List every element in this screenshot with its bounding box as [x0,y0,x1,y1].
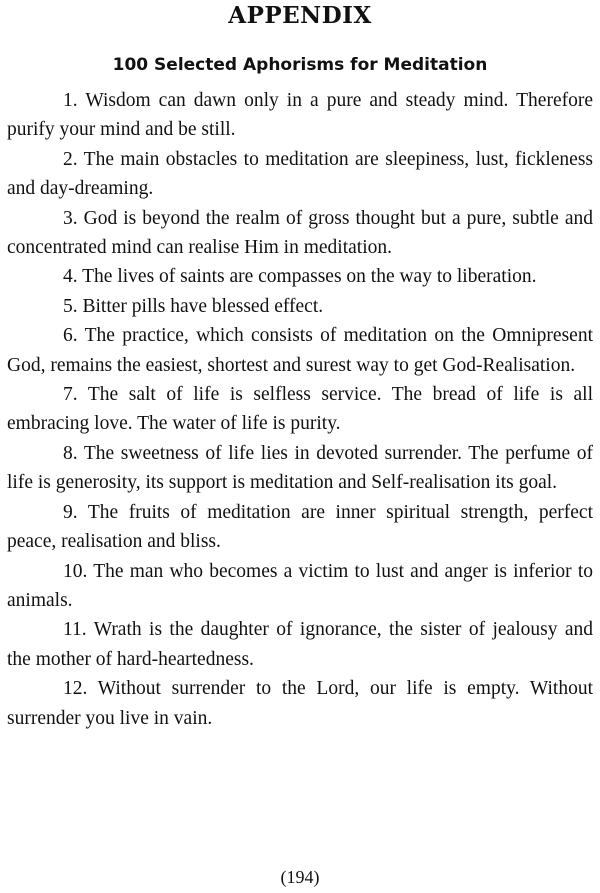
section-subtitle: 100 Selected Aphorisms for Meditation [112,55,488,75]
aphorism-paragraph: 2. The main obstacles to meditation are sleepiness, lust, fickleness and day-dreaming. [7,148,593,200]
page-number: (194) [280,867,320,887]
aphorism-list [7,86,593,733]
aphorism-paragraph: 10. The man who becomes a victim to lust and anger is inferior to animals. [7,560,593,611]
aphorism-paragraph: 6. The practice, which consists of meditation on the Omnipresent God, remains the easiest, shortest and surest way to get God-Realisation. [7,325,593,376]
aphorism-paragraph: 5. Bitter pills have blessed effect. [63,295,324,317]
aphorism-paragraph: 8. The sweetness of life lies in devoted surrender. The perfume of life is generosity, its support is meditation and Self-realisation its goal. [7,442,593,494]
aphorism-paragraph: 1. Wisdom can dawn only in a pure and steady mind. Therefore purify your mind and be still. [7,90,593,141]
aphorism-paragraph: 7. The salt of life is selfless service. The bread of life is all embracing love. The water of life is purity. [7,384,593,435]
aphorism-paragraph: 12. Without surrender to the Lord, our life is empty. Without surrender you live in vain. [7,678,593,729]
aphorism-paragraph: 3. God is beyond the realm of gross thought but a pure, subtle and concentrated mind can realise Him in meditation. [7,207,593,259]
aphorism-paragraph: 9. The fruits of meditation are inner spiritual strength, perfect peace, realisation and bliss. [7,501,593,553]
aphorism-paragraph: 4. The lives of saints are compasses on the way to liberation. [63,266,537,288]
page-title: APPENDIX [228,2,372,29]
aphorism-paragraph: 11. Wrath is the daughter of ignorance, the sister of jealousy and the mother of hard-heartedness. [7,619,593,670]
